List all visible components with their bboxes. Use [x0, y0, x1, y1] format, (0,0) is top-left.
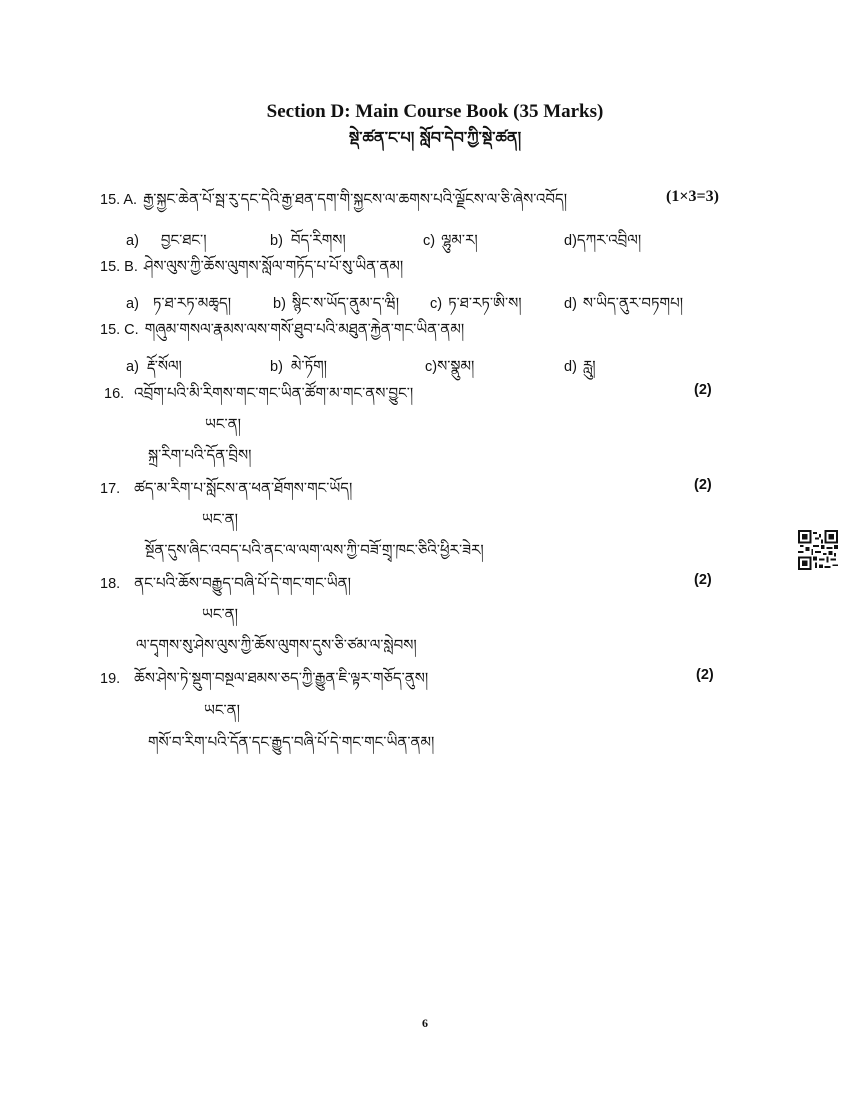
question-19	[100, 667, 428, 689]
question-number: 15. B.	[100, 259, 138, 275]
question-text: གཞུམ་གསལ་རྣམས་ལས་གསོ་ཐུབ་པའི་མཐུན་རྐྱེན་གང་ཡིན་ནམ།	[144, 320, 465, 338]
option-c: c)ས་སྣུམ།	[425, 357, 475, 375]
question-18	[100, 572, 351, 594]
option-b: b) སྙིང་ས་ཡོད་ནུམ་ད་ཝི།	[273, 294, 400, 312]
option-a: a) རྡོ་སོལ།	[126, 357, 182, 375]
option-d: d) ས་ཡིད་ནུར་བཏགཔ།	[564, 294, 684, 312]
section-title: Section D: Main Course Book (35 Marks)	[266, 101, 604, 122]
question-number: 17.	[100, 481, 121, 497]
question-number: 16.	[104, 386, 125, 402]
question-marks: (2)	[694, 572, 712, 588]
question-text: ཤེས་ལུས་ཀྱི་ཆོས་ལུགས་སློལ་གཏོད་པ་པོ་སུ་ཡིན་ནམ།	[143, 257, 404, 275]
question-16	[104, 382, 413, 404]
option-d: d) རླུ།	[564, 357, 596, 375]
alternate-question: སྔོན་དུས་ཞིང་འབད་པའི་ནང་ལ་ལག་ལས་ཀྱི་བཟོ་གྲྭ་ཁང་ཅིའི་ཕྱིར་ཟེར།	[145, 541, 484, 559]
question-marks: (2)	[694, 382, 712, 398]
question-number: 15. A.	[100, 192, 138, 208]
alternate-question: ལ་དྭགས་སུ་ཤེས་ལུས་ཀྱི་ཆོས་ལུགས་དུས་ཅི་ཙམ་ལ་སླེབས།	[136, 636, 417, 654]
question-text: ནང་པའི་ཆོས་བརྒྱུད་བཞི་པོ་དེ་གང་གང་ཡིན།	[134, 574, 351, 592]
question-text: རྒྱ་སྐྱང་ཆེན་པོ་སྦ་རུ་དང་དེའི་རྒྱ་ཐན་དག་གི་སྐྱངས་ལ་ཆགས་པའི་ལྗོངས་ལ་ཅི་ཞེས་འབོད།	[143, 190, 568, 208]
question-marks: (2)	[694, 477, 712, 493]
question-marks: (1×3=3)	[666, 188, 719, 205]
qr-code-icon	[798, 530, 838, 570]
option-a: a) བྱང་ཐང་།	[126, 231, 207, 249]
or-label: ཡང་ན།	[205, 415, 242, 433]
option-b: b) བོད་རིགས།	[270, 231, 346, 249]
or-label: ཡང་ན།	[204, 701, 241, 719]
question-15a	[100, 188, 567, 210]
section-subtitle: སྡེ་ཚན་ང་པ། སློབ་དེབ་ཀྱི་སྡེ་ཚན།	[348, 128, 522, 147]
question-number: 19.	[100, 671, 121, 687]
page-number: 6	[422, 1016, 428, 1030]
question-text: ཚད་མ་རིག་པ་སློངས་ན་ཕན་ཐོགས་གང་ཡོད།	[134, 479, 353, 497]
option-a: a) ཏ་ཐ་རཏ་མཆྭད།	[126, 294, 232, 312]
question-15c	[100, 318, 464, 340]
or-label: ཡང་ན།	[202, 605, 239, 623]
option-b: b) མེ་ཏོག།	[270, 357, 327, 375]
option-c: c) ཏ་ཐ་རཏ་ཨི་ས།	[430, 294, 522, 312]
question-number: 15. C.	[100, 322, 139, 338]
question-marks: (2)	[696, 667, 714, 683]
question-17	[100, 477, 352, 499]
question-text: ཆོས་ཤེས་ཏེ་སྡུག་བསྔལ་ཐམས་ཅད་ཀྱི་རྒྱུན་ཇི་ལྟར་གཅོད་ནུས།	[134, 669, 429, 687]
alternate-question: གསོ་བ་རིག་པའི་དོན་དང་རྒྱུད་བཞི་པོ་དེ་གང་གང་ཡིན་ནམ།	[148, 733, 435, 751]
question-number: 18.	[100, 576, 121, 592]
question-text: འབྲོག་པའི་མི་རིགས་གང་གང་ཡིན་ཚོག་མ་གང་ནས་བྱུང་།	[134, 384, 414, 402]
alternate-question: སྐྲ་རིག་པའི་དོན་བྲིས།	[148, 446, 252, 464]
option-c: c) ལྷུམ་ར།	[423, 231, 478, 249]
option-d: d)དཀར་འབྲིལ།	[564, 231, 642, 249]
question-15b	[100, 255, 403, 277]
or-label: ཡང་ན།	[202, 510, 239, 528]
